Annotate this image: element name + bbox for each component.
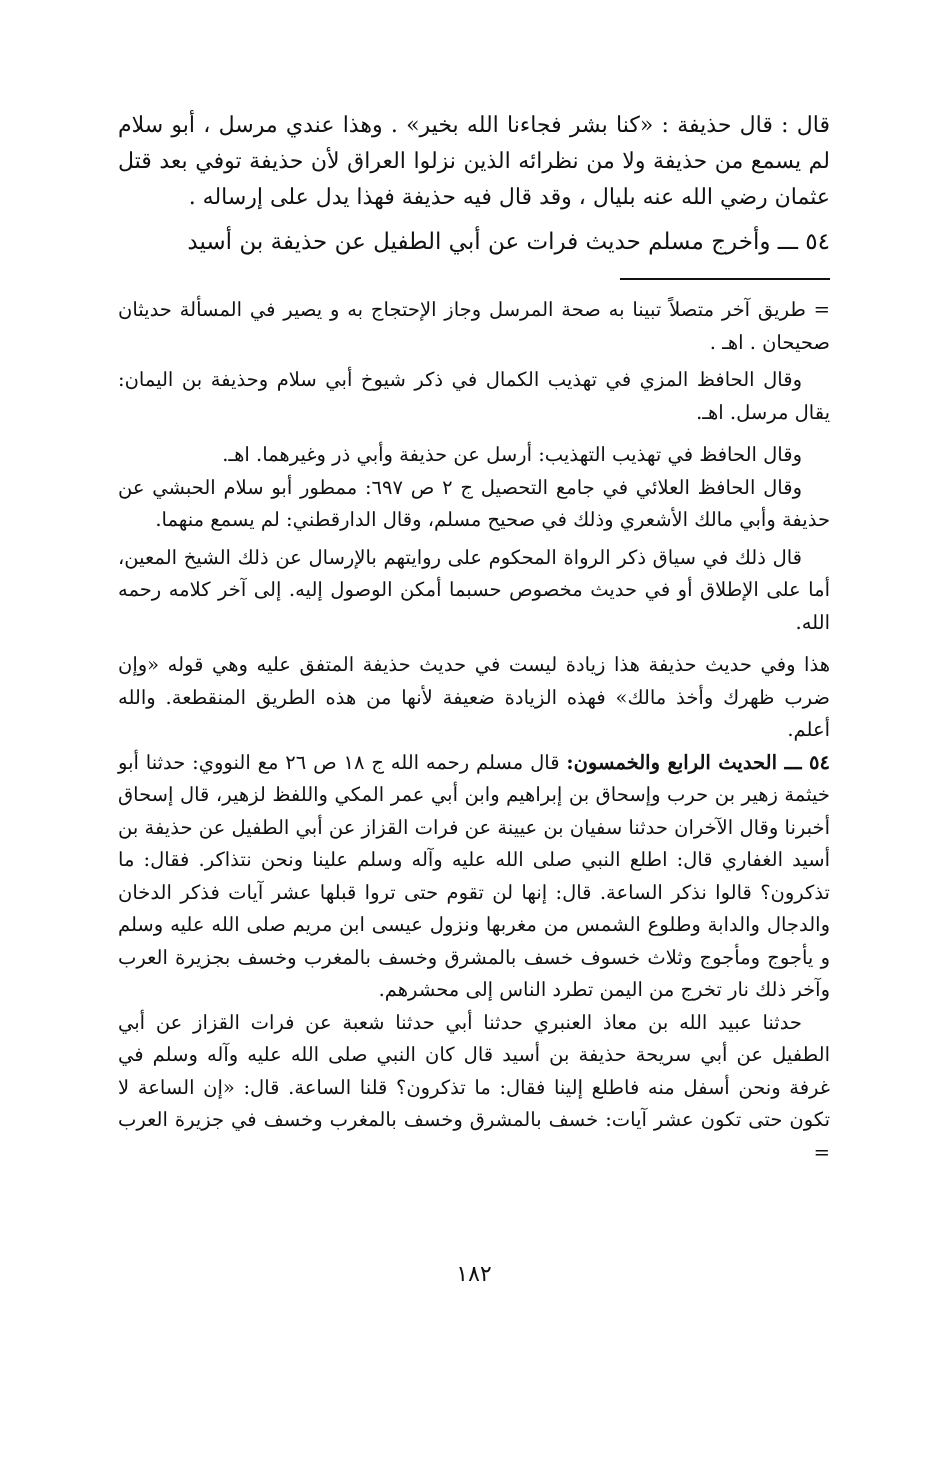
footnote-paragraph-2: وقال الحافظ المزي في تهذيب الكمال في ذكر شيوخ أبي سلام وحذيفة بن اليمان: يقال مرسل. اهـ. [118,368,830,424]
footnote-separator [620,278,830,280]
footnote-paragraph-8: حدثنا عبيد الله بن معاذ العنبري حدثنا أبي حدثنا شعبة عن فرات القزاز عن أبي الطفيل عن أبي سريحة حذيفة بن أسيد قال كان النبي صلى الله عليه وآله وسلم في غرفة ونحن أسفل منه فاطلع إلينا فقال: ما تذكرون؟ قلنا الساعة. قال: «إن الساعة لا تكون حتى تكون عشر آيات: خسف بالمشرق وخسف بالمغرب وخسف في جزيرة العرب = [118,1010,830,1164]
main-paragraph-1: قال : قال حذيفة : «كنا بشر فجاءنا الله بخير» . وهذا عندي مرسل ، أبو سلام لم يسمع من حذيفة ولا من نظرائه الذين نزلوا العراق لأن حذيفة توفي بعد قتل عثمان رضي الله عنه بليال ، وقد قال فيه حذيفة فهذا يدل على إرساله . [118,113,830,210]
footnotes [118,294,830,1169]
footnote-paragraph-4: وقال الحافظ العلائي في جامع التحصيل ج ٢ ص ٦٩٧: ممطور أبو سلام الحبشي عن حذيفة وأبي مالك الأشعري وذلك في صحيح مسلم، وقال الدارقطني: لم يسمع منهما. [118,475,830,531]
hadith-54-reference: ٥٤ ـــ وأخرج مسلم حديث فرات عن أبي الطفيل عن حذيفة بن أسيد [187,229,830,255]
footnote-paragraph-6: هذا وفي حديث حذيفة هذا زيادة ليست في حديث حذيفة المتفق عليه وهي قوله «وإن ضرب ظهرك وأخذ مالك» فهذه الزيادة ضعيفة لأنها من هذه الطريق المنقطعة. والله أعلم. [118,653,830,741]
page-number: ١٨٢ [456,1262,492,1287]
footnote-paragraph-3: وقال الحافظ في تهذيب التهذيب: أرسل عن حذيفة وأبي ذر وغيرهما. اهـ. [222,443,802,466]
footnote-paragraph-5: قال ذلك في سياق ذكر الرواة المحكوم على روايتهم بالإرسال عن ذلك الشيخ المعين، أما على الإطلاق أو في حديث مخصوص حسبما أمكن الوصول إليه. إلى آخر كلامه رحمه الله. [118,545,830,634]
hadith-54-heading: ٥٤ ـــ الحديث الرابع والخمسون: [566,750,830,774]
main-text [118,108,830,260]
hadith-54-text: قال مسلم رحمه الله ج ١٨ ص ٢٦ مع النووي: حدثنا أبو خيثمة زهير بن حرب وإسحاق بن إبراهيم وابن أبي عمر المكي واللفظ لزهير، قال إسحاق أخبرنا وقال الآخران حدثنا سفيان بن عيينة عن فرات القزاز عن أبي الطفيل عن حذيفة بن أسيد الغفاري قال: اطلع النبي صلى الله عليه وآله وسلم علينا ونحن نتذاكر. فقال: ما تذكرون؟ قالوا نذكر الساعة. قال: إنها لن تقوم حتى تروا قبلها عشر آيات فذكر الدخان والدجال والدابة وطلوع الشمس من مغربها ونزول عيسى ابن مريم صلى الله عليه وسلم و يأجوج ومأجوج وثلاث خسوف خسف بالمشرق وخسف بالمغرب وخسف بجزيرة العرب وآخر ذلك نار تخرج من اليمن تطرد الناس إلى محشرهم. [118,750,830,1001]
page-body [118,108,830,1169]
footnote-paragraph-1: = طريق آخر متصلاً تبينا به صحة المرسل وجاز الإحتجاج به و يصير في المسألة حديثان صحيحان . اهـ . [118,298,830,354]
footnote-paragraph-7 [118,747,830,1007]
